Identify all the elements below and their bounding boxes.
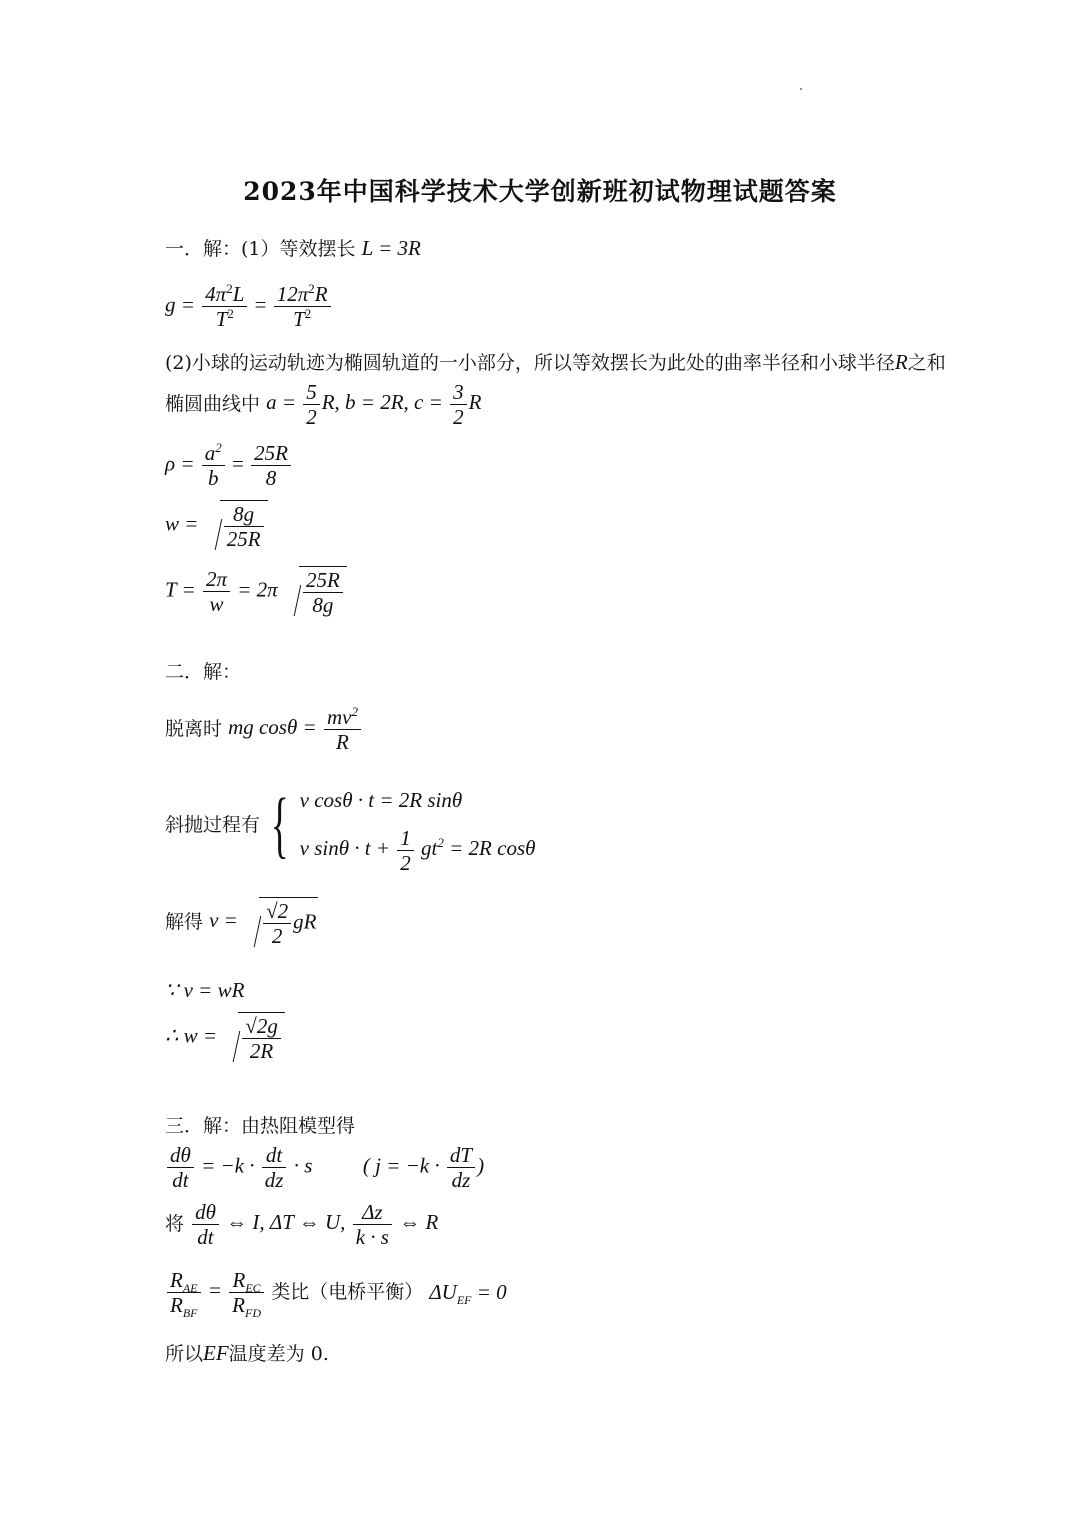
detach-text: 脱离时 <box>165 718 223 741</box>
therefore-line: ∴ w = $\frac{√2g}{2R}$ <box>165 1012 285 1063</box>
p1-head: 一．解：(1）等效摆长 <box>165 238 356 260</box>
eq-w: w = $\frac{8g}{25R}$ <box>165 500 268 551</box>
eq-solve: v = $\frac{√2}{2}$ gR <box>209 899 317 949</box>
sys-eq-1: v cosθ · t = 2R sinθ <box>299 788 463 812</box>
eq-g: g = $\frac{4\pi^2L}{T^2}$ = $\frac{12\pi^2R}{T^2}$ <box>165 282 333 331</box>
page-title: 2023年中国科学技术大学创新班初试物理试题答案 <box>243 177 837 206</box>
g-lhs: g = <box>165 292 195 317</box>
proj-line <box>165 776 535 875</box>
ellipse-text: 椭圆曲线中 <box>165 393 261 416</box>
proj-text: 斜抛过程有 <box>165 813 261 836</box>
part2-R: R <box>894 350 908 374</box>
sys-eq-2: v sinθ · t + $\frac{1}{2}$ $gt^2 = 2R$ cosθ <box>299 825 536 875</box>
ratio-line <box>165 1268 507 1321</box>
eq-deltaU: $\Delta U_{EF} = 0$ <box>429 1280 507 1308</box>
eq-system <box>300 776 536 875</box>
part2-tail: 之和 <box>907 352 946 374</box>
conclusion-line: 所以EF温度差为 0. <box>165 1341 329 1365</box>
p2-head: 二．解： <box>165 661 242 683</box>
eq-rho: ρ = $\frac{a^2}{b}$ = $\frac{25R}{8}$ <box>165 441 293 490</box>
g-frac-2: $\frac{12\pi^2R}{T^2}$ <box>274 282 331 331</box>
eq-abc: a = $\frac{5}{2}$ R, b = 2R, c = $\frac{3}{2}$ R <box>266 380 482 430</box>
eq-heat: $\frac{d\theta}{dt}$ = −k · $\frac{dt}{dz}$ · s ( j = −k · $\frac{dT}{dz}$ ) <box>165 1143 484 1192</box>
because-line: ∵ v = wR <box>165 978 245 1002</box>
map-line <box>165 1200 438 1249</box>
detach-line <box>165 705 363 754</box>
p1-head-line <box>165 238 421 259</box>
g-frac-1: $\frac{4\pi^2L}{T^2}$ <box>202 282 247 331</box>
map-text: 将 <box>165 1213 185 1236</box>
eq-ratio: $\frac{R_{AE}}{R_{BF}}$ = $\frac{R_{EC}}{R_{FD}}$ <box>165 1278 271 1302</box>
ellipse-line <box>165 380 481 429</box>
brace: { <box>270 784 289 867</box>
p3-head: 三．解：由热阻模型得 <box>165 1115 356 1137</box>
p1-part2-line <box>165 352 946 373</box>
eq-map: $\frac{d\theta}{dt}$ ⇔ I, ΔT ⇔ U, $\frac{\Delta z}{k \cdot s}$ ⇔ R <box>190 1210 438 1234</box>
eq-L: L = 3R <box>361 236 421 260</box>
solve-line <box>165 897 318 948</box>
ratio-text: 类比（电桥平衡） <box>271 1281 424 1304</box>
eq-T: T = $\frac{2\pi}{w}$ = 2π $\frac{25R}{8g}$ <box>165 566 347 617</box>
solve-text: 解得 <box>165 911 204 934</box>
eq-detach: mg cosθ = $\frac{mv^2}{R}$ <box>228 715 363 739</box>
part2-text: (2)小球的运动轨迹为椭圆轨道的一小部分，所以等效摆长为此处的曲率半径和小球半径 <box>165 352 895 374</box>
stray-dot <box>800 88 802 90</box>
